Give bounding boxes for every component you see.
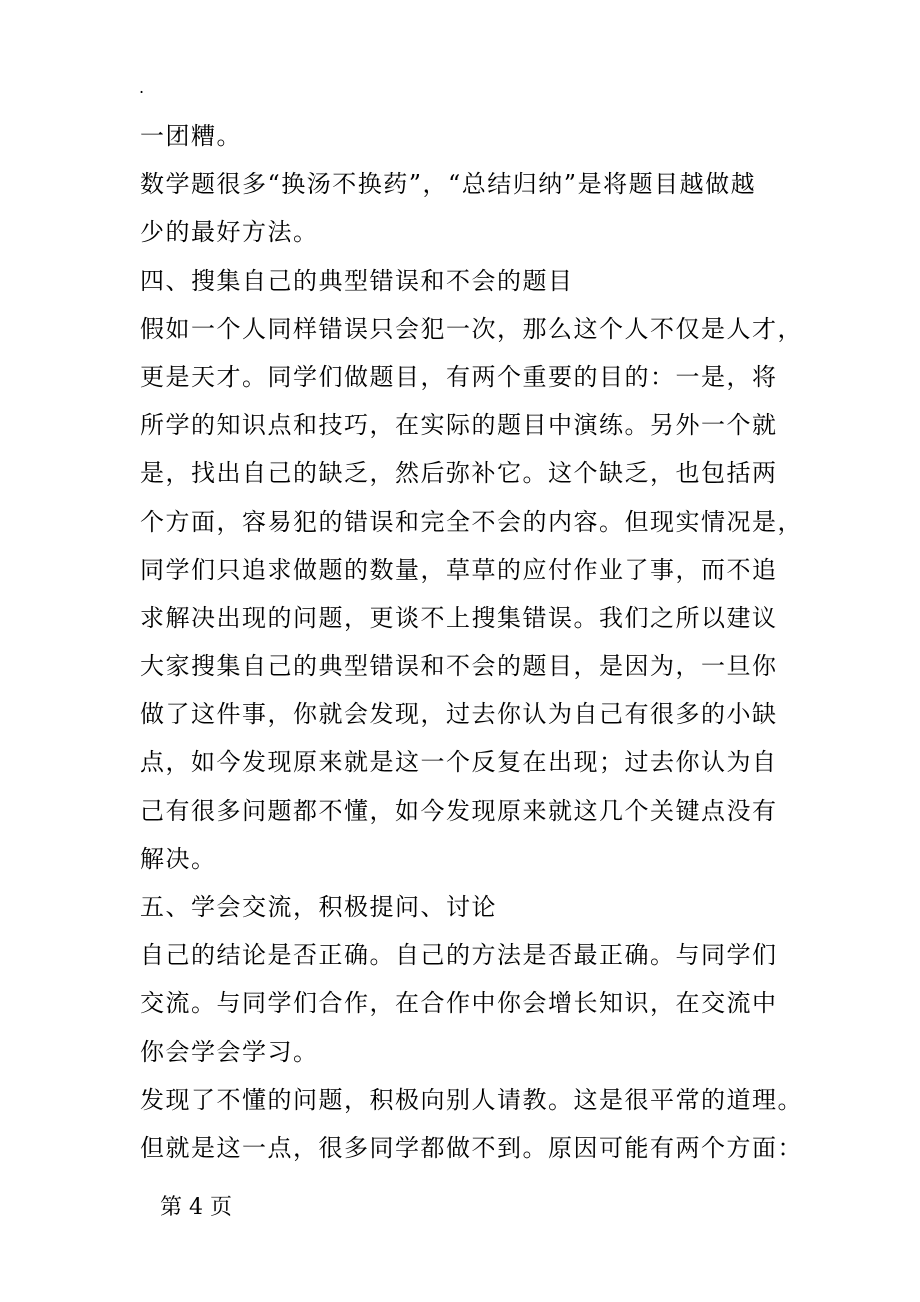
text-line: 做了这件事，你就会发现，过去你认为自己有很多的小缺 bbox=[140, 700, 778, 729]
text-line: 发现了不懂的问题，积极向别人请教。这是很平常的道理。 bbox=[140, 1085, 803, 1114]
text-line: 点，如今发现原来就是这一个反复在出现；过去你认为自 bbox=[140, 748, 778, 777]
section-heading: 四、搜集自己的典型错误和不会的题目 bbox=[140, 266, 574, 295]
text-line: 自己的结论是否正确。自己的方法是否最正确。与同学们 bbox=[140, 941, 778, 970]
text-line: 少的最好方法。 bbox=[140, 218, 319, 247]
section-heading: 五、学会交流，积极提问、讨论 bbox=[140, 893, 497, 921]
document-body bbox=[140, 112, 803, 1172]
text-line: 己有很多问题都不懂，如今发现原来就这几个关键点没有 bbox=[140, 796, 778, 825]
text-line: 求解决出现的问题，更谈不上搜集错误。我们之所以建议 bbox=[140, 603, 778, 632]
text-line: 大家搜集自己的典型错误和不会的题目，是因为，一旦你 bbox=[140, 652, 778, 681]
text-line: 假如一个人同样错误只会犯一次，那么这个人不仅是人才， bbox=[140, 314, 803, 343]
text-line: 所学的知识点和技巧，在实际的题目中演练。另外一个就 bbox=[140, 411, 778, 440]
text-line: 但就是这一点，很多同学都做不到。原因可能有两个方面： bbox=[140, 1133, 803, 1162]
corner-mark: . bbox=[139, 78, 145, 97]
text-line: 一团糟。 bbox=[140, 122, 242, 150]
text-line: 更是天才。同学们做题目，有两个重要的目的：一是，将 bbox=[140, 362, 778, 391]
text-line: 交流。与同学们合作，在合作中你会增长知识，在交流中 bbox=[140, 989, 778, 1018]
text-line: 解决。 bbox=[140, 844, 217, 873]
text-line: 数学题很多“换汤不换药”，“总结归纳”是将题目越做越 bbox=[140, 170, 757, 199]
text-line: 你会学会学习。 bbox=[140, 1037, 319, 1066]
text-line: 同学们只追求做题的数量，草草的应付作业了事，而不追 bbox=[140, 555, 778, 584]
text-line: 个方面，容易犯的错误和完全不会的内容。但现实情况是， bbox=[140, 507, 803, 536]
page-number: 第 4 页 bbox=[160, 1195, 232, 1220]
text-line: 是，找出自己的缺乏，然后弥补它。这个缺乏，也包括两 bbox=[140, 459, 778, 488]
